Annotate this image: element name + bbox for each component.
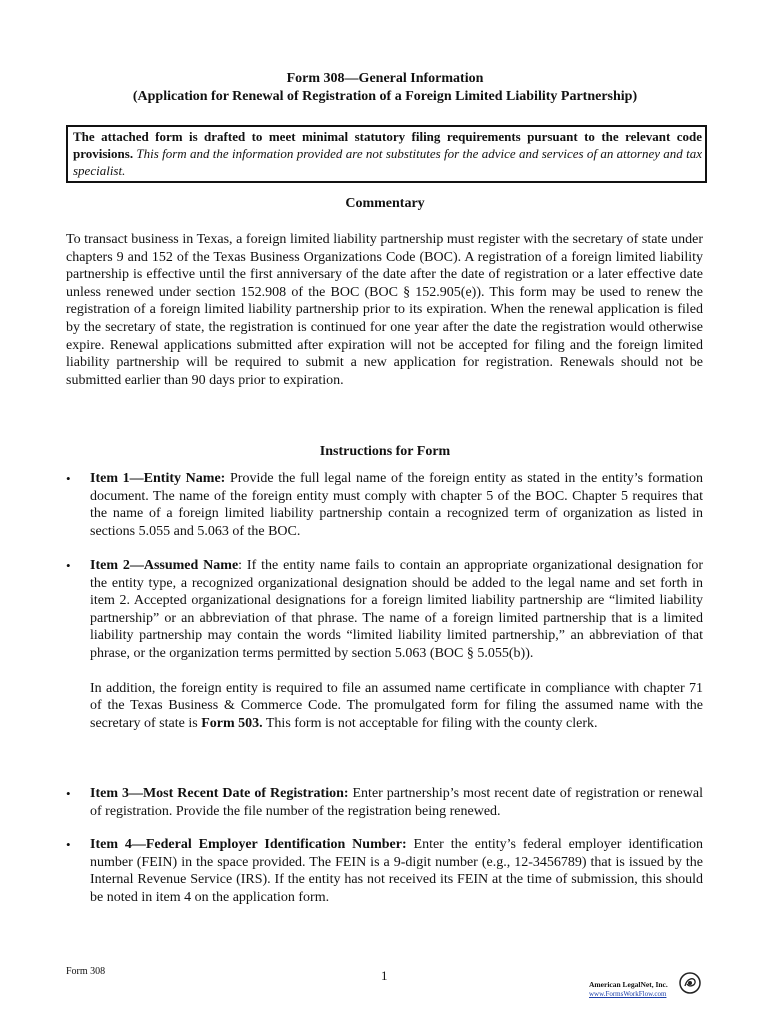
- item-1-label: Item 1—Entity Name:: [90, 471, 226, 486]
- form-subtitle: (Application for Renewal of Registration of a Foreign Limited Liability Partnership): [132, 89, 638, 104]
- item-3-text: Enter partnership’s most recent date of registration or renewal of registration. Provide the file number of the registration being renewed.: [90, 786, 703, 819]
- commentary-heading: Commentary: [345, 196, 425, 211]
- item-2-additional: [90, 680, 703, 733]
- bullet-icon: •: [66, 837, 71, 852]
- footer-form-label: Form 308: [66, 966, 106, 977]
- instruction-item-3: [66, 785, 703, 820]
- form-title: Form 308—General Information: [286, 71, 484, 86]
- bullet-icon: •: [66, 558, 71, 573]
- item-2-form-ref: Form 503.: [201, 715, 263, 731]
- disclaimer-italic-text: This form and the information provided are not substitutes for the advice and services of an attorney and tax specialist.: [73, 146, 702, 178]
- page-number: 1: [381, 968, 388, 983]
- american-legalnet-logo[interactable]: [585, 972, 703, 1002]
- bullet-icon: •: [66, 471, 71, 486]
- item-4-text: Enter the entity’s federal employer identification number (FEIN) in the space provided. The FEIN is a 9-digit number (e.g., 12-3456789) that is issued by the Internal Revenue Service (IRS). If the entity has not received its FEIN at the time of submission, this should be noted in item 4 on the application form.: [90, 837, 704, 905]
- disclaimer-bold-text: The attached form is drafted to meet minimal statutory filing requirements pursuant to the relevant code provisions.: [73, 129, 702, 161]
- logo-emblem-icon: [679, 972, 701, 994]
- item-1-text: Provide the full legal name of the foreign entity as stated in the entity’s formation document. The name of the foreign entity must comply with chapter 5 of the BOC. Chapter 5 requires that the name of a foreign limited liability partnership contain a recognized term of organization as listed in sections 5.055 and 5.063 of the BOC.: [90, 471, 703, 539]
- instruction-item-1: [66, 470, 703, 540]
- instruction-item-2: [66, 557, 703, 732]
- bullet-icon: •: [66, 786, 71, 801]
- item-3-label: Item 3—Most Recent Date of Registration:: [90, 786, 349, 801]
- item-2-label: Item 2—Assumed Name: [90, 558, 239, 573]
- instruction-item-4: [66, 836, 703, 906]
- logo-url-link[interactable]: www.FormsWorkFlow.com: [589, 990, 667, 998]
- item-2-extra-after: This form is not acceptable for filing with the county clerk.: [262, 715, 598, 731]
- instructions-heading: Instructions for Form: [319, 444, 451, 459]
- item-2-text: : If the entity name fails to contain an appropriate organizational designation for the entity type, a recognized organizational designation should be added to the legal name and set forth in item 2. Accepted organizational designations for a foreign limited liability partnership are “limited liability partnership” or an abbreviation of that phrase. The name of a foreign limited partnership that is a limited liability partnership may contain the words “limited liability limited partnership,” an abbreviation of that phrase, or the organization terms permitted by section 5.063 (BOC § 5.055(b)).: [90, 558, 703, 661]
- logo-company-name: American LegalNet, Inc.: [589, 980, 668, 989]
- item-4-label: Item 4—Federal Employer Identification Number:: [90, 837, 407, 852]
- disclaimer-box: [66, 125, 707, 183]
- item-2-extra-text: In addition, the foreign entity is required to file an assumed name certificate in compliance with chapter 71 of the Texas Business & Commerce Code. The promulgated form for filing the assumed name with the secretary of state is: [90, 680, 703, 731]
- commentary-body: To transact business in Texas, a foreign limited liability partnership must register with the secretary of state under chapters 9 and 152 of the Texas Business Organizations Code (BOC). A registration of a foreign limited liability partnership is effective until the first anniversary of the date after the date of registration or a later effective date unless renewed under section 152.908 of the BOC (BOC § 152.905(e)). This form may be used to renew the registration of a foreign limited liability partnership prior to its expiration. When the renewal application is filed by the secretary of state, the registration is continued for one year after the date the registration would otherwise expire. Renewal applications submitted after expiration will not be accepted for filing and the foreign limited liability partnership will be required to submit a new application for registration. Renewals should not be submitted earlier than 90 days prior to expiration.: [66, 232, 703, 388]
